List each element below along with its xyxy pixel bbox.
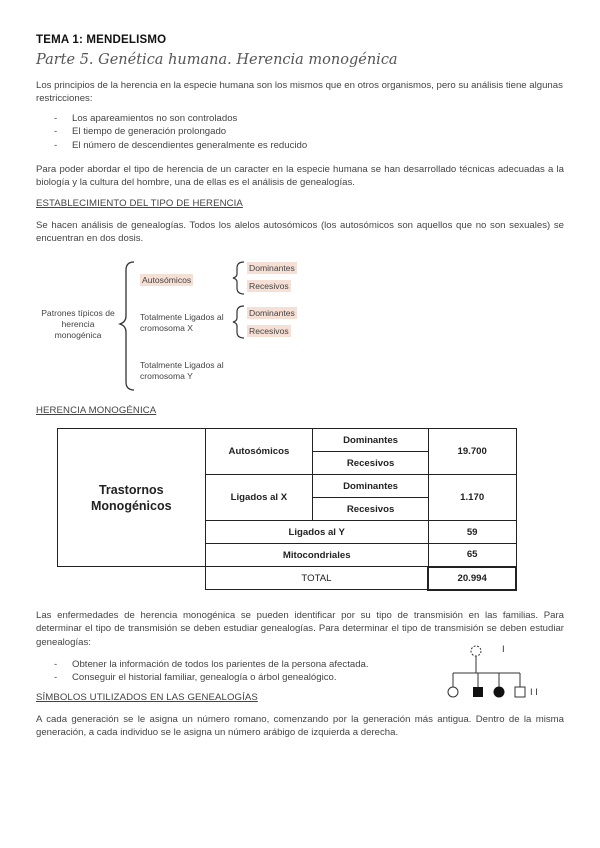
page-title: TEMA 1: MENDELISMO — [36, 34, 167, 46]
list-item: - El tiempo de generación prolongado — [36, 125, 556, 138]
section-heading-establecimiento: ESTABLECIMIENTO DEL TIPO DE HERENCIA — [36, 198, 243, 209]
pedigree-generation-1: I — [502, 644, 505, 655]
diagram-ligados-x: Totalmente Ligados al cromosoma X — [140, 312, 224, 333]
diagram-dominantes-1: Dominantes — [249, 263, 295, 273]
list-item: - Los apareamientos no son controlados — [36, 112, 556, 125]
section1-paragraph: Se hacen análisis de genealogías. Todos los alelos autosómicos (los autosómicos son aquellos que no son sexuales) se encuentran en dos dosis. — [36, 220, 564, 245]
section3-paragraph: A cada generación se le asigna un número romano, comenzando por la generación más antigua. Dentro de la misma generación, a cada individuo se le asigna un número arábigo de izquierda a derecha. — [36, 714, 564, 739]
table-ligados-x: Ligados al X — [205, 475, 313, 521]
steps-list — [36, 658, 416, 685]
diagram-recesivos-1: Recesivos — [249, 281, 289, 291]
diagram-root: Patrones típicos de herencia monogénica — [41, 308, 115, 340]
table-value-ligados-x: 1.170 — [428, 475, 516, 521]
table-cell: Recesivos — [313, 452, 429, 475]
table-total-label: TOTAL — [205, 567, 428, 590]
pedigree-generation-2: I I — [530, 687, 538, 698]
table-value-autosomicos: 19.700 — [428, 429, 516, 475]
enfermedades-paragraph: Las enfermedades de herencia monogénica se pueden identificar por su tipo de transmisión en las familias. Para determinar el tipo de transmisión se deben estudiar genealogías. Para determinar el tipo de transmisión se deben estudiar genealogías: — [36, 610, 564, 648]
table-total-value: 20.994 — [428, 567, 516, 590]
table-cell: Recesivos — [313, 498, 429, 521]
list-item: - Obtener la información de todos los parientes de la persona afectada. — [36, 658, 416, 671]
diagram-recesivos-2: Recesivos — [249, 326, 289, 336]
restrictions-list — [36, 112, 556, 152]
diagram-ligados-y: Totalmente Ligados al cromosoma Y — [140, 360, 224, 381]
page-subtitle: Parte 5. Genética humana. Herencia monogénica — [36, 52, 398, 68]
section-heading-herencia-monogenica: HERENCIA MONOGÉNICA — [36, 405, 157, 416]
monogenic-table — [57, 428, 517, 591]
table-main-label: Trastornos Monogénicos — [58, 429, 206, 567]
pedigree-symbols — [440, 642, 540, 702]
table-ligados-y: Ligados al Y — [205, 521, 428, 544]
inheritance-diagram — [30, 256, 330, 396]
table-value-ligados-y: 59 — [428, 521, 516, 544]
diagram-autosomicos: Autosómicos — [142, 275, 192, 285]
table-mitocondriales: Mitocondriales — [205, 544, 428, 567]
section-heading-simbolos: SÍMBOLOS UTILIZADOS EN LAS GENEALOGÍAS — [36, 692, 258, 703]
genealogias-paragraph: Para poder abordar el tipo de herencia de un caracter en la especie humana se han desarrollado técnicas adecuadas a la biología y la cultura del hombre, una de ellas es el análisis de genealogías. — [36, 164, 564, 189]
list-item: - El número de descendientes generalmente es reducido — [36, 139, 556, 152]
intro-paragraph: Los principios de la herencia en la especie humana son los mismos que en otros organismos, pero su análisis tiene algunas restricciones: — [36, 80, 563, 105]
diagram-dominantes-2: Dominantes — [249, 308, 295, 318]
table-value-mitocondriales: 65 — [428, 544, 516, 567]
list-item: - Conseguir el historial familiar, genealogía o árbol genealógico. — [36, 671, 416, 684]
pedigree-diagram — [440, 642, 540, 702]
table-cell: Dominantes — [313, 429, 429, 452]
table-autosomicos: Autosómicos — [205, 429, 313, 475]
table-cell: Dominantes — [313, 475, 429, 498]
